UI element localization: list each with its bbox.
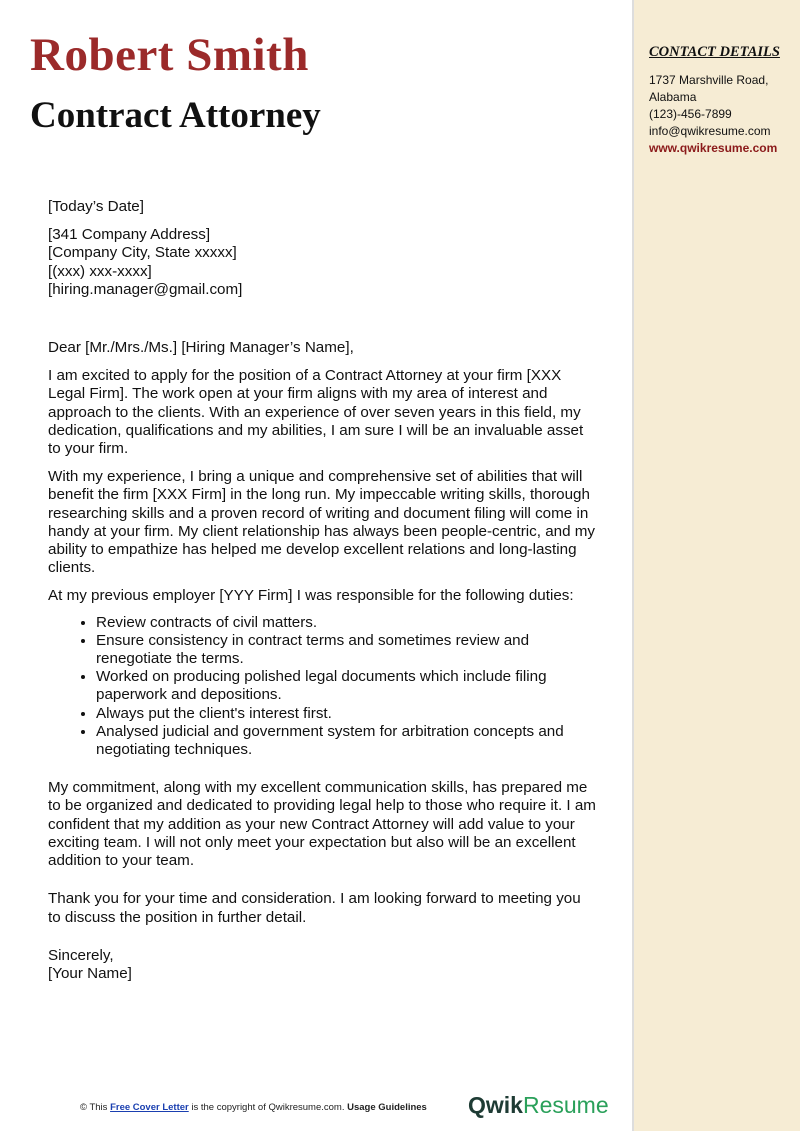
contact-address-line1: 1737 Marshville Road,	[649, 73, 769, 87]
logo-part: Qwik	[468, 1092, 523, 1118]
footer	[80, 1102, 427, 1113]
letter-body	[48, 198, 596, 983]
usage-guidelines-link[interactable]: Usage Guidelines	[347, 1102, 427, 1113]
footer-text: is the copyright of Qwikresume.com.	[188, 1102, 348, 1113]
duties-list	[48, 614, 596, 760]
footer-text: This	[87, 1102, 111, 1113]
paragraph: With my experience, I bring a unique and comprehensive set of abilities that will benefit the firm [XXX Firm] in the long run. My impeccable writing skills, thorough researching skills and a proven record of writing and document filing will come in handy at your firm. My client relationship has always been people-centric, and my ability to empathize has helped me develop excellent relations and long-lasting clients.	[48, 468, 596, 577]
paragraph: Thank you for your time and consideration. I am looking forward to meeting you to discuss the position in further detail.	[48, 890, 581, 926]
signature: [Your Name]	[48, 964, 132, 982]
date: [Today’s Date]	[48, 198, 144, 215]
free-cover-letter-link[interactable]: Free Cover Letter	[110, 1102, 189, 1113]
salutation: Dear [Mr./Mrs./Ms.] [Hiring Manager’s Name],	[48, 339, 354, 357]
logo-part: Resume	[522, 1092, 609, 1118]
contact-title: CONTACT DETAILS	[649, 44, 780, 60]
list-item: • Worked on producing polished legal documents which include filing paperwork and depositions.	[96, 668, 596, 704]
recipient-line: [Company City, State xxxxx]	[48, 244, 237, 262]
signoff: Sincerely,	[48, 946, 114, 964]
contact-email[interactable]: info@qwikresume.com	[649, 124, 771, 138]
paragraph: At my previous employer [YYY Firm] I was responsible for the following duties:	[48, 587, 574, 605]
recipient-line: [hiring.manager@gmail.com]	[48, 280, 243, 298]
paragraph: I am excited to apply for the position of a Contract Attorney at your firm [XXX Legal Firm]. The work open at your firm aligns with my area of interest and approach to the clients. With an experience of over seven years in this field, my dedication, qualifications and my abilities, I am sure I will be an invaluable asset to your firm.	[48, 367, 584, 458]
contact-sidebar	[632, 0, 800, 1131]
applicant-name: Robert Smith	[30, 29, 309, 81]
copyright-icon: ©	[80, 1102, 87, 1113]
recipient-line: [(xxx) xxx-xxxx]	[48, 262, 152, 280]
qwikresume-logo	[468, 1092, 609, 1119]
list-item: • Always put the client's interest first.	[96, 705, 596, 723]
job-title: Contract Attorney	[30, 95, 321, 136]
recipient-block	[48, 226, 596, 299]
contact-address-line2: Alabama	[649, 90, 697, 104]
paragraph: My commitment, along with my excellent communication skills, has prepared me to be organized and dedicated to providing legal help to those who require it. I am confident that my addition as your new Contract Attorney will add value to your exciting team. I will not only meet your expectation but also will be an excellent addition to your team.	[48, 779, 596, 870]
list-item: • Review contracts of civil matters.	[96, 614, 596, 632]
contact-phone: (123)-456-7899	[649, 107, 732, 121]
contact-website[interactable]: www.qwikresume.com	[649, 141, 778, 155]
recipient-line: [341 Company Address]	[48, 226, 211, 244]
list-item: • Analysed judicial and government system for arbitration concepts and negotiating techniques.	[96, 723, 596, 759]
list-item: • Ensure consistency in contract terms and sometimes review and renegotiate the terms.	[96, 632, 596, 668]
